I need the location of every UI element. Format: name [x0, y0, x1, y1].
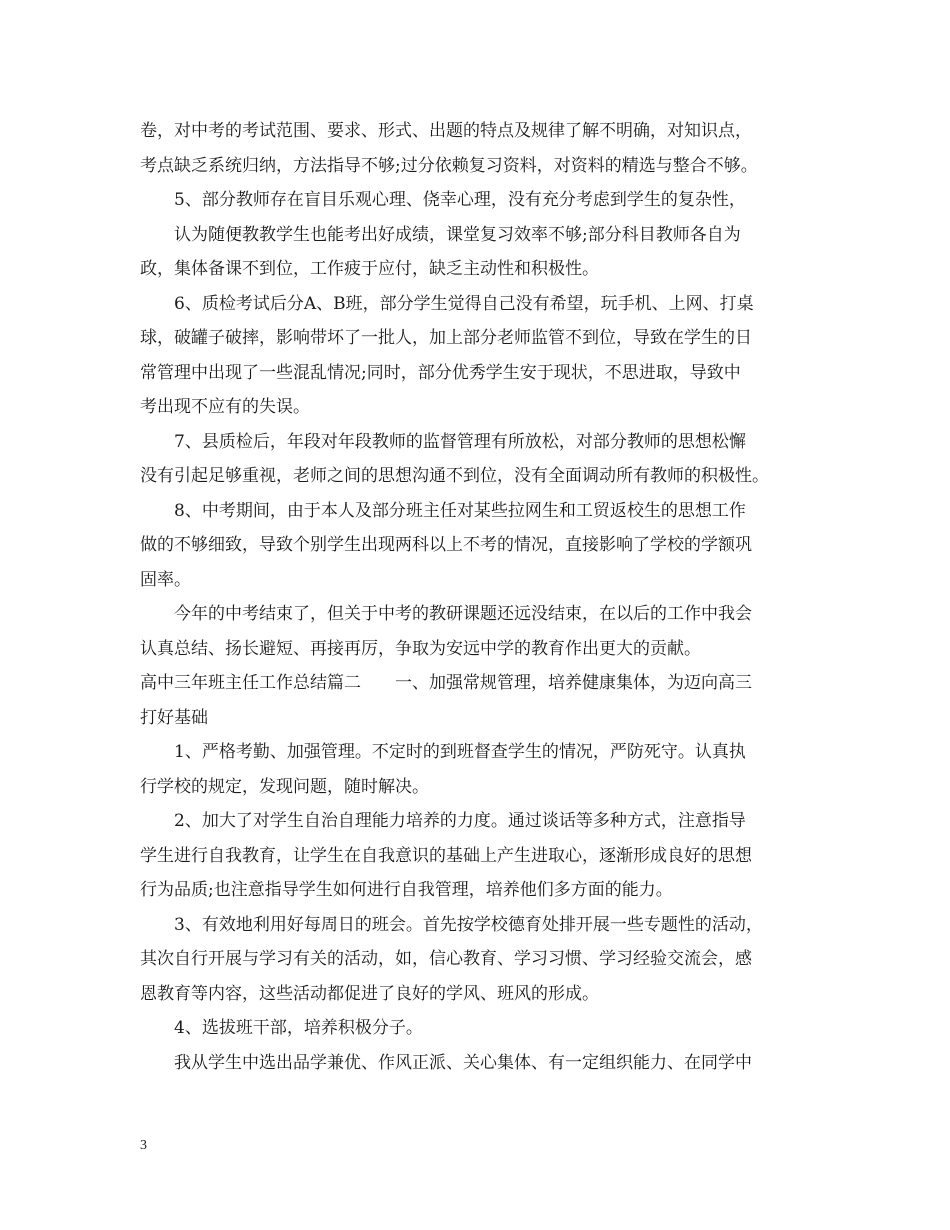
text-line: 考出现不应有的失误。 [140, 397, 310, 417]
text-line: 今年的中考结束了，但关于中考的教研课题还远没结束，在以后的工作中我会 [174, 604, 752, 624]
text-line: 球，破罐子破摔，影响带坏了一批人，加上部分老师监管不到位，导致在学生的日 [140, 328, 752, 348]
text-line: 学生进行自我教育，让学生在自我意识的基础上产生进取心，逐渐形成良好的思想 [140, 845, 752, 866]
text-line: 其次自行开展与学习有关的活动，如，信心教育、学习习惯、学习经验交流会，感 [140, 949, 752, 969]
text-line: 行学校的规定，发现问题，随时解决。 [140, 776, 429, 797]
text-line: 打好基础 [140, 707, 208, 728]
text-line: 7、县质检后，年段对年段教师的监督管理有所放松，对部分教师的思想松懈 [174, 431, 746, 452]
text-line: 认真总结、扬长避短、再接再厉，争取为安远中学的教育作出更大的贡献。 [140, 638, 701, 659]
page-number: 3 [140, 1138, 147, 1153]
text-line: 5、部分教师存在盲目乐观心理、侥幸心理，没有充分考虑到学生的复杂性， [174, 190, 746, 210]
text-line: 1、严格考勤、加强管理。不定时的到班督查学生的情况，严防死守。认真执 [174, 742, 746, 762]
text-line: 没有引起足够重视，老师之间的思想沟通不到位，没有全面调动所有教师的积极性。 [140, 466, 769, 486]
text-line: 做的不够细致，导致个别学生出现两科以上不考的情况，直接影响了学校的学额巩 [140, 535, 752, 555]
text-line: 恩教育等内容，这些活动都促进了良好的学风、班风的形成。 [140, 983, 599, 1004]
text-line: 2、加大了对学生自治自理能力培养的力度。通过谈话等多种方式，注意指导 [174, 811, 746, 831]
text-line: 固率。 [140, 569, 191, 590]
text-line: 我从学生中选出品学兼优、作风正派、关心集体、有一定组织能力、在同学中 [174, 1052, 752, 1073]
text-line: 考点缺乏系统归纳，方法指导不够;过分依赖复习资料，对资料的精选与整合不够。 [140, 155, 758, 176]
text-line: 6、质检考试后分A、B班，部分学生觉得自己没有希望，玩手机、上网、打桌 [174, 293, 754, 314]
text-line: 高中三年班主任工作总结篇二 一、加强常规管理，培养健康集体，为迈向高三 [140, 673, 752, 693]
text-line: 4、选拔班干部，培养积极分子。 [174, 1018, 423, 1038]
text-line: 行为品质;也注意指导学生如何进行自我管理，培养他们多方面的能力。 [140, 880, 673, 900]
text-line: 常管理中出现了一些混乱情况;同时，部分优秀学生安于现状，不思进取，导致中 [140, 362, 741, 383]
text-line: 认为随便教教学生也能考出好成绩，课堂复习效率不够;部分科目教师各自为 [174, 224, 741, 245]
text-line: 卷，对中考的考试范围、要求、形式、出题的特点及规律了解不明确，对知识点， [140, 121, 752, 141]
text-line: 政，集体备课不到位，工作疲于应付，缺乏主动性和积极性。 [140, 259, 599, 279]
body-text [140, 114, 825, 1080]
text-line: 3、有效地利用好每周日的班会。首先按学校德育处排开展一些专题性的活动， [174, 914, 763, 935]
text-line: 8、中考期间，由于本人及部分班主任对某些拉网生和工贸返校生的思想工作 [174, 500, 746, 521]
